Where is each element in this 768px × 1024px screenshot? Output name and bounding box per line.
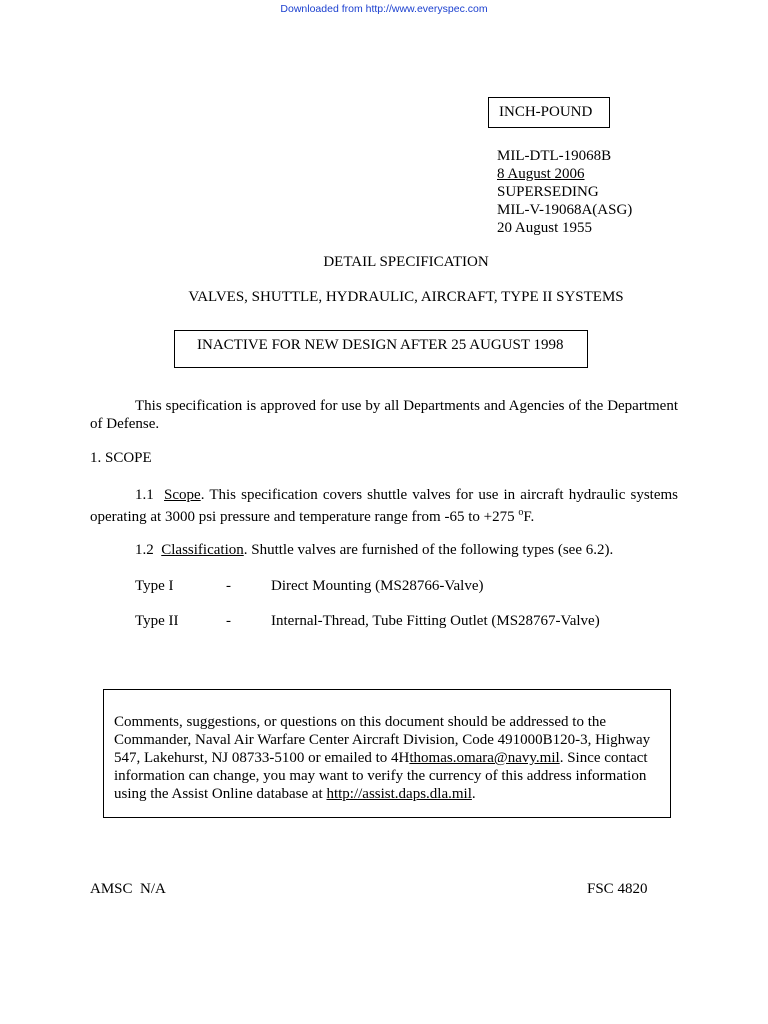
specification-type: DETAIL SPECIFICATION — [323, 254, 489, 270]
amsc-label: AMSC N/A — [90, 881, 166, 897]
scope-text-end: F. — [523, 509, 535, 525]
download-source-link[interactable]: Downloaded from http://www.everyspec.com — [280, 3, 488, 15]
specification-title: VALVES, SHUTTLE, HYDRAULIC, AIRCRAFT, TYPE II SYSTEMS — [188, 289, 624, 305]
type-row — [135, 578, 174, 595]
type-description: Direct Mounting (MS28766-Valve) — [271, 578, 484, 594]
unit-system-label: INCH-POUND — [499, 104, 593, 120]
classification-paragraph — [135, 542, 613, 559]
classification-text: . Shuttle valves are furnished of the following types (see 6.2). — [243, 542, 614, 558]
unit-system-box — [488, 97, 610, 128]
approval-paragraph: This specification is approved for use by all Departments and Agencies of the Department of Defense. — [90, 398, 678, 432]
fsc-label: FSC 4820 — [587, 881, 648, 897]
scope-number: 1.1 — [135, 487, 154, 503]
classification-title: Classification — [161, 542, 244, 558]
type-row — [135, 613, 179, 630]
comments-text-continued: . Since contact information can change, you may want to verify the currency of this address information using the Assist Online database at — [114, 750, 648, 802]
assist-online-link[interactable]: http://assist.daps.dla.mil — [326, 786, 472, 802]
comments-box — [103, 689, 671, 818]
superseded-date: 20 August 1955 — [497, 220, 593, 236]
inactive-notice-box — [174, 330, 588, 368]
type-dash: - — [226, 613, 231, 629]
type-description: Internal-Thread, Tube Fitting Outlet (MS28767-Valve) — [271, 613, 600, 629]
scope-title: Scope — [164, 487, 201, 503]
section-heading-scope: 1. SCOPE — [90, 450, 152, 466]
superseding-label: SUPERSEDING — [497, 184, 599, 200]
classification-number: 1.2 — [135, 542, 154, 558]
inactive-notice: INACTIVE FOR NEW DESIGN AFTER 25 AUGUST 1998 — [197, 337, 564, 353]
superseded-document: MIL-V-19068A(ASG) — [497, 202, 633, 218]
type-dash: - — [226, 578, 231, 594]
type-name: Type II — [135, 613, 179, 629]
comments-text-end: . — [471, 786, 476, 802]
comments-text: Comments, suggestions, or questions on this document should be addressed to the Commander, Naval Air Warfare Center Aircraft Division, Code 491000B120-3, Highway 547, Lakehurst, NJ 08733-5100 or emailed to 4H — [114, 714, 651, 766]
document-number: MIL-DTL-19068B — [497, 148, 612, 164]
scope-text: . This specification covers shuttle valves for use in aircraft hydraulic systems operating at 3000 psi pressure and temperature range from -65 to +275 — [90, 487, 679, 525]
email-link[interactable]: thomas.omara@navy.mil — [409, 750, 560, 766]
degree-symbol: o — [518, 507, 524, 518]
document-date: 8 August 2006 — [497, 166, 585, 182]
type-name: Type I — [135, 578, 174, 594]
document-identification — [497, 147, 632, 237]
scope-paragraph — [90, 486, 678, 526]
